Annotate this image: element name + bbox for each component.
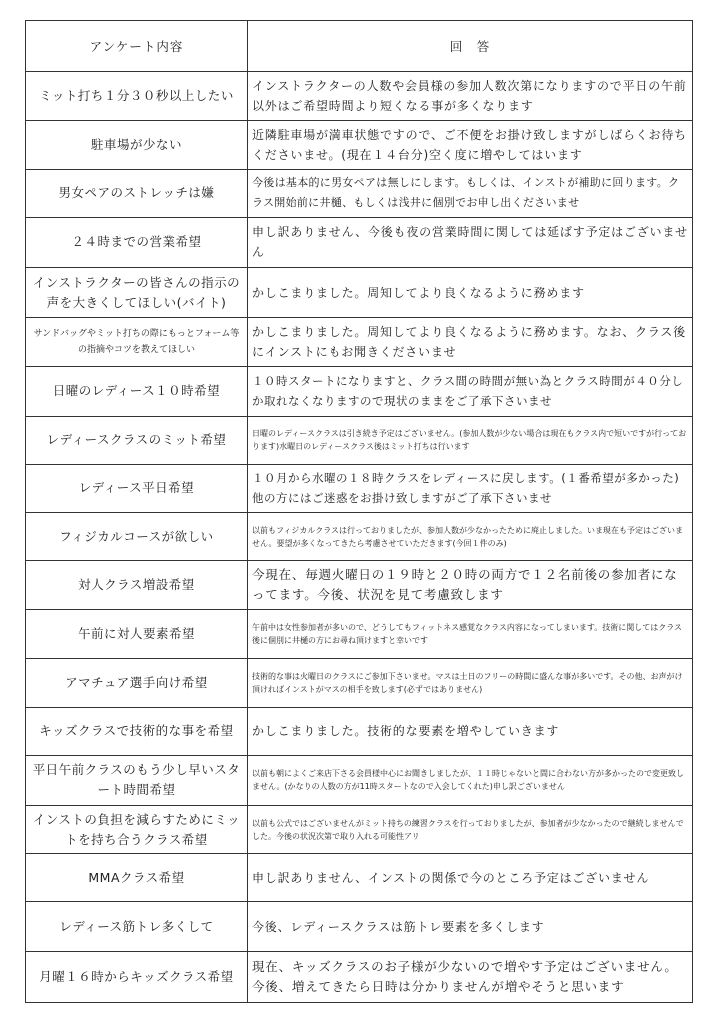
question-cell: 平日午前クラスのもう少し早いスタート時間希望: [26, 755, 248, 805]
question-cell: レディース筋トレ多くして: [26, 902, 248, 951]
table-header-row: [26, 21, 693, 72]
question-cell: フィジカルコースが欲しい: [26, 512, 248, 560]
answer-cell: １０月から水曜の１８時クラスをレディースに戻します。(１番希望が多かった)他の方にはご迷惑をお掛け致しますがご了承下さいませ: [248, 464, 693, 512]
answer-cell: かしこまりました。技術的な要素を増やしていきます: [248, 707, 693, 755]
question-cell: キッズクラスで技術的な事を希望: [26, 707, 248, 755]
header-answer: 回 答: [248, 21, 693, 72]
answer-cell: かしこまりました。周知してより良くなるように務めます: [248, 267, 693, 317]
question-cell: アマチュア選手向け希望: [26, 659, 248, 707]
question-cell: ２４時までの営業希望: [26, 217, 248, 267]
answer-cell: 現在、キッズクラスのお子様が少ないので増やす予定はございません。今後、増えてきたら日時は分かりませんが増やそうと思います: [248, 951, 693, 1002]
table-row: [26, 416, 693, 464]
question-cell: 男女ペアのストレッチは嫌: [26, 169, 248, 217]
question-cell: 対人クラス増設希望: [26, 561, 248, 610]
answer-cell: 午前中は女性参加者が多いので、どうしてもフィットネス感覚なクラス内容になってしまいます。技術に関してはクラス後に個別に井樋の方にお尋ね頂けますと幸いです: [248, 610, 693, 659]
answer-cell: １０時スタートになりますと、クラス間の時間が無い為とクラス時間が４０分しか取れなくなりますので現状のままをご了承下さいませ: [248, 367, 693, 416]
table-row: [26, 267, 693, 317]
table-row: [26, 121, 693, 169]
header-question: アンケート内容: [26, 21, 248, 72]
table-row: [26, 367, 693, 416]
question-cell: 午前に対人要素希望: [26, 610, 248, 659]
question-cell: インストの負担を減らすためにミットを持ち合うクラス希望: [26, 806, 248, 854]
table-row: [26, 72, 693, 121]
answer-cell: 近隣駐車場が満車状態ですので、ご不便をお掛け致しますがしばらくお待ちくださいませ。(現在１４台分)空く度に増やしてはいます: [248, 121, 693, 169]
question-cell: 駐車場が少ない: [26, 121, 248, 169]
answer-cell: 今現在、毎週火曜日の１９時と２０時の両方で１２名前後の参加者になってます。今後、状況を見て考慮致します: [248, 561, 693, 610]
answer-cell: 今後、レディースクラスは筋トレ要素を多くします: [248, 902, 693, 951]
table-row: [26, 755, 693, 805]
table-row: [26, 561, 693, 610]
question-cell: 日曜のレディース１０時希望: [26, 367, 248, 416]
answer-cell: 申し訳ありません、インストの関係で今のところ予定はございません: [248, 854, 693, 902]
table-row: [26, 464, 693, 512]
table-row: [26, 217, 693, 267]
survey-table: [25, 20, 693, 1003]
table-row: [26, 806, 693, 854]
answer-cell: 申し訳ありません、今後も夜の営業時間に関しては延ばす予定はございません: [248, 217, 693, 267]
answer-cell: 以前も朝によくご来店下さる会員様中心にお聞きしましたが、１１時じゃないと間に合わない方が多かったので変更致しません。(かなりの人数の方が11時スタートなので入会してくれた)申し訳ございません: [248, 755, 693, 805]
table-row: [26, 902, 693, 951]
table-row: [26, 512, 693, 560]
table-row: [26, 610, 693, 659]
question-cell: ミット打ち１分３０秒以上したい: [26, 72, 248, 121]
table-row: [26, 854, 693, 902]
question-cell: サンドバッグやミット打ちの際にもっとフォーム等の指摘やコツを教えてほしい: [26, 318, 248, 367]
answer-cell: インストラクターの人数や会員様の参加人数次第になりますので平日の午前以外はご希望時間より短くなる事が多くなります: [248, 72, 693, 121]
table-row: [26, 659, 693, 707]
question-cell: レディース平日希望: [26, 464, 248, 512]
table-row: [26, 707, 693, 755]
answer-cell: かしこまりました。周知してより良くなるように務めます。なお、クラス後にインストにもお聞きくださいませ: [248, 318, 693, 367]
answer-cell: 以前も公式ではございませんがミット持ちの練習クラスを行っておりましたが、参加者が少なかったので継続しませんでした。今後の状況次第で取り入れる可能性アリ: [248, 806, 693, 854]
table-row: [26, 951, 693, 1002]
question-cell: インストラクターの皆さんの指示の声を大きくしてほしい(バイト): [26, 267, 248, 317]
question-cell: MMAクラス希望: [26, 854, 248, 902]
answer-cell: 今後は基本的に男女ペアは無しにします。もしくは、インストが補助に回ります。クラス開始前に井樋、もしくは浅井に個別でお申し出くださいませ: [248, 169, 693, 217]
table-row: [26, 169, 693, 217]
answer-cell: 技術的な事は火曜日のクラスにご参加下さいませ。マスは土日のフリーの時間に盛んな事が多いです。その他、お声がけ頂ければインストがマスの相手を致します(必ずではありません): [248, 659, 693, 707]
answer-cell: 以前もフィジカルクラスは行っておりましたが、参加人数が少なかったために廃止しました。いま現在も予定はございません。要望が多くなってきたら考慮させていただきます(今回１件のみ): [248, 512, 693, 560]
answer-cell: 日曜のレディースクラスは引き続き予定はございません。(参加人数が少ない場合は現在もクラス内で短いですが行っております)水曜日のレディースクラス後はミット打ちは行います: [248, 416, 693, 464]
question-cell: 月曜１６時からキッズクラス希望: [26, 951, 248, 1002]
table-row: [26, 318, 693, 367]
question-cell: レディースクラスのミット希望: [26, 416, 248, 464]
